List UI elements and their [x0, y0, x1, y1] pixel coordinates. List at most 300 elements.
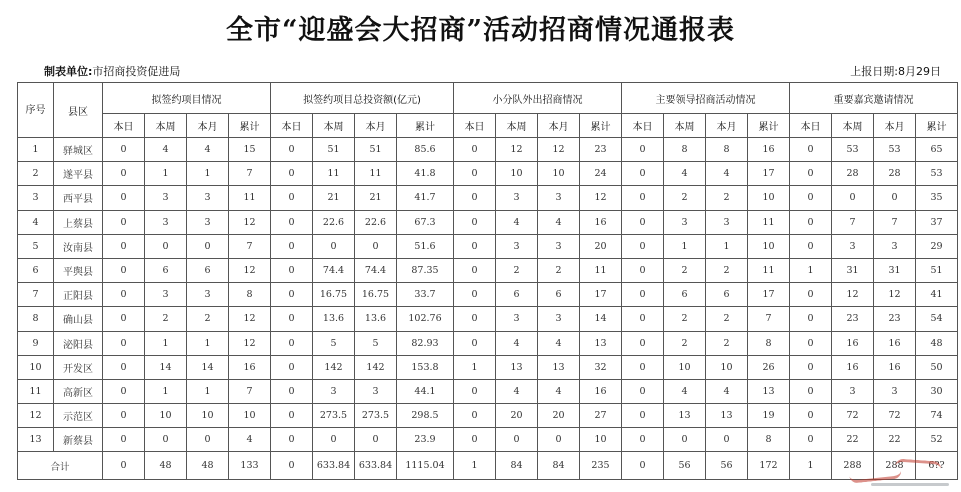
table-cell: 41.7 — [397, 186, 454, 210]
table-cell: 3 — [145, 283, 187, 307]
row-seq: 9 — [18, 331, 54, 355]
table-cell: 0 — [454, 234, 496, 258]
table-cell: 8 — [748, 428, 790, 452]
total-cell: 84 — [538, 452, 580, 480]
table-cell: 4 — [538, 331, 580, 355]
table-cell: 51 — [916, 258, 958, 282]
table-cell: 19 — [748, 404, 790, 428]
table-cell: 13 — [538, 355, 580, 379]
table-cell: 51.6 — [397, 234, 454, 258]
table-cell: 16.75 — [355, 283, 397, 307]
total-cell: 0 — [103, 452, 145, 480]
table-cell: 0 — [271, 234, 313, 258]
total-cell: 1 — [790, 452, 832, 480]
report-title: 全市“迎盛会大招商”活动招商情况通报表 — [225, 15, 736, 46]
table-cell: 32 — [580, 355, 622, 379]
sub-header-cell: 累计 — [397, 114, 454, 138]
table-cell: 0 — [622, 404, 664, 428]
table-cell: 10 — [706, 355, 748, 379]
row-county: 新蔡县 — [54, 428, 103, 452]
table-cell: 10 — [664, 355, 706, 379]
table-cell: 52 — [916, 428, 958, 452]
table-cell: 10 — [496, 162, 538, 186]
table-row — [18, 331, 958, 355]
table-cell: 12 — [229, 210, 271, 234]
table-cell: 3 — [187, 186, 229, 210]
table-cell: 1 — [145, 162, 187, 186]
table-cell: 23 — [580, 138, 622, 162]
row-seq: 4 — [18, 210, 54, 234]
table-cell: 4 — [706, 162, 748, 186]
table-cell: 0 — [103, 186, 145, 210]
total-cell: 133 — [229, 452, 271, 480]
table-cell: 7 — [874, 210, 916, 234]
table-cell: 17 — [748, 162, 790, 186]
table-cell: 0 — [271, 307, 313, 331]
table-cell: 0 — [622, 283, 664, 307]
table-cell: 0 — [145, 428, 187, 452]
table-cell: 26 — [748, 355, 790, 379]
table-cell: 4 — [496, 331, 538, 355]
table-cell: 3 — [355, 379, 397, 403]
table-cell: 33.7 — [397, 283, 454, 307]
table-cell: 51 — [355, 138, 397, 162]
table-cell: 16 — [748, 138, 790, 162]
table-cell: 3 — [538, 234, 580, 258]
table-cell: 11 — [748, 258, 790, 282]
sub-header-cell: 本月 — [538, 114, 580, 138]
sub-header-cell: 本日 — [622, 114, 664, 138]
table-cell: 3 — [538, 307, 580, 331]
table-cell: 54 — [916, 307, 958, 331]
table-cell: 3 — [832, 379, 874, 403]
table-cell: 13.6 — [355, 307, 397, 331]
county-header: 县区 — [54, 83, 103, 138]
table-cell: 2 — [496, 258, 538, 282]
table-cell: 20 — [538, 404, 580, 428]
row-seq: 12 — [18, 404, 54, 428]
sub-header-cell: 本日 — [454, 114, 496, 138]
table-body — [18, 138, 958, 480]
table-cell: 10 — [187, 404, 229, 428]
table-row — [18, 379, 958, 403]
table-cell: 87.35 — [397, 258, 454, 282]
row-county: 确山县 — [54, 307, 103, 331]
row-seq: 2 — [18, 162, 54, 186]
table-cell: 0 — [103, 331, 145, 355]
row-county: 西平县 — [54, 186, 103, 210]
table-cell: 12 — [874, 283, 916, 307]
table-cell: 6 — [145, 258, 187, 282]
table-cell: 28 — [874, 162, 916, 186]
sub-header-cell: 本日 — [103, 114, 145, 138]
table-cell: 0 — [874, 186, 916, 210]
table-cell: 22 — [874, 428, 916, 452]
table-cell: 4 — [496, 379, 538, 403]
table-cell: 0 — [790, 331, 832, 355]
row-seq: 13 — [18, 428, 54, 452]
total-cell: 48 — [145, 452, 187, 480]
table-cell: 0 — [271, 258, 313, 282]
table-cell: 14 — [580, 307, 622, 331]
table-cell: 1 — [790, 258, 832, 282]
row-seq: 3 — [18, 186, 54, 210]
table-cell: 6 — [187, 258, 229, 282]
table-cell: 13 — [664, 404, 706, 428]
table-cell: 0 — [271, 186, 313, 210]
table-cell: 10 — [748, 186, 790, 210]
group-header-guests: 重要嘉宾邀请情况 — [790, 83, 958, 114]
total-cell: 1 — [454, 452, 496, 480]
table-cell: 31 — [874, 258, 916, 282]
table-cell: 142 — [313, 355, 355, 379]
table-cell: 17 — [748, 283, 790, 307]
table-cell: 11 — [580, 258, 622, 282]
table-cell: 17 — [580, 283, 622, 307]
table-cell: 0 — [454, 428, 496, 452]
table-cell: 11 — [355, 162, 397, 186]
sub-header-row — [18, 114, 958, 138]
table-cell: 0 — [454, 210, 496, 234]
total-cell: 48 — [187, 452, 229, 480]
table-cell: 7 — [229, 379, 271, 403]
table-cell: 0 — [454, 331, 496, 355]
table-cell: 2 — [706, 258, 748, 282]
report-table — [17, 82, 958, 480]
table-cell: 273.5 — [313, 404, 355, 428]
table-cell: 53 — [874, 138, 916, 162]
table-cell: 0 — [103, 283, 145, 307]
table-cell: 74 — [916, 404, 958, 428]
table-cell: 6 — [706, 283, 748, 307]
table-cell: 0 — [790, 210, 832, 234]
group-header-leaders: 主要领导招商活动情况 — [622, 83, 790, 114]
table-cell: 3 — [313, 379, 355, 403]
table-cell: 0 — [271, 210, 313, 234]
sub-header-cell: 本月 — [706, 114, 748, 138]
sub-header-cell: 累计 — [916, 114, 958, 138]
table-cell: 3 — [187, 283, 229, 307]
table-cell: 0 — [454, 404, 496, 428]
table-cell: 0 — [622, 428, 664, 452]
table-cell: 0 — [622, 162, 664, 186]
table-cell: 0 — [790, 355, 832, 379]
table-cell: 8 — [748, 331, 790, 355]
table-cell: 0 — [790, 138, 832, 162]
row-seq: 6 — [18, 258, 54, 282]
table-cell: 1 — [454, 355, 496, 379]
table-cell: 8 — [706, 138, 748, 162]
org-line — [44, 63, 180, 79]
table-cell: 20 — [496, 404, 538, 428]
table-cell: 14 — [187, 355, 229, 379]
table-cell: 21 — [355, 186, 397, 210]
table-row — [18, 234, 958, 258]
table-cell: 0 — [790, 307, 832, 331]
table-cell: 13 — [580, 331, 622, 355]
table-row — [18, 404, 958, 428]
sub-header-cell: 累计 — [229, 114, 271, 138]
table-cell: 7 — [229, 162, 271, 186]
group-header-projects: 拟签约项目情况 — [103, 83, 271, 114]
table-cell: 0 — [103, 234, 145, 258]
table-cell: 23 — [874, 307, 916, 331]
sub-header-cell: 累计 — [580, 114, 622, 138]
table-cell: 0 — [454, 258, 496, 282]
table-cell: 82.93 — [397, 331, 454, 355]
table-cell: 6 — [664, 283, 706, 307]
org-value: 市招商投资促进局 — [92, 65, 181, 78]
table-cell: 0 — [790, 234, 832, 258]
table-cell: 22.6 — [313, 210, 355, 234]
table-row — [18, 355, 958, 379]
table-cell: 11 — [313, 162, 355, 186]
table-cell: 0 — [622, 210, 664, 234]
table-cell: 1 — [187, 379, 229, 403]
table-cell: 10 — [145, 404, 187, 428]
row-county: 高新区 — [54, 379, 103, 403]
table-cell: 3 — [145, 186, 187, 210]
table-cell: 4 — [706, 379, 748, 403]
table-cell: 16 — [580, 379, 622, 403]
table-cell: 12 — [538, 138, 580, 162]
table-row — [18, 138, 958, 162]
table-cell: 12 — [229, 331, 271, 355]
table-cell: 8 — [664, 138, 706, 162]
row-county: 平舆县 — [54, 258, 103, 282]
table-cell: 0 — [271, 283, 313, 307]
table-row — [18, 307, 958, 331]
table-row — [18, 210, 958, 234]
table-cell: 0 — [790, 283, 832, 307]
table-cell: 298.5 — [397, 404, 454, 428]
table-cell: 102.76 — [397, 307, 454, 331]
table-cell: 3 — [664, 210, 706, 234]
sub-header-cell: 本周 — [145, 114, 187, 138]
table-cell: 27 — [580, 404, 622, 428]
table-cell: 24 — [580, 162, 622, 186]
group-header-row — [18, 83, 958, 114]
table-cell: 0 — [622, 307, 664, 331]
table-row — [18, 428, 958, 452]
table-cell: 51 — [313, 138, 355, 162]
table-cell: 0 — [271, 404, 313, 428]
table-cell: 273.5 — [355, 404, 397, 428]
table-cell: 23.9 — [397, 428, 454, 452]
table-cell: 0 — [187, 234, 229, 258]
table-cell: 0 — [103, 428, 145, 452]
table-cell: 1 — [145, 331, 187, 355]
row-county: 遂平县 — [54, 162, 103, 186]
table-cell: 20 — [580, 234, 622, 258]
row-seq: 8 — [18, 307, 54, 331]
total-cell: 633.84 — [313, 452, 355, 480]
table-cell: 2 — [706, 331, 748, 355]
sub-header-cell: 累计 — [748, 114, 790, 138]
table-cell: 74.4 — [355, 258, 397, 282]
table-row — [18, 258, 958, 282]
table-cell: 0 — [103, 404, 145, 428]
group-header-teams: 小分队外出招商情况 — [454, 83, 622, 114]
table-row — [18, 162, 958, 186]
table-cell: 11 — [229, 186, 271, 210]
table-cell: 2 — [706, 307, 748, 331]
table-cell: 0 — [271, 428, 313, 452]
table-cell: 13 — [748, 379, 790, 403]
table-cell: 0 — [313, 234, 355, 258]
org-label: 制表单位: — [44, 65, 93, 78]
table-cell: 0 — [622, 355, 664, 379]
table-cell: 4 — [187, 138, 229, 162]
sub-header-cell: 本日 — [271, 114, 313, 138]
table-cell: 44.1 — [397, 379, 454, 403]
table-cell: 0 — [271, 379, 313, 403]
total-cell: 0 — [271, 452, 313, 480]
table-cell: 1 — [145, 379, 187, 403]
table-cell: 2 — [664, 307, 706, 331]
table-cell: 4 — [145, 138, 187, 162]
table-cell: 4 — [538, 379, 580, 403]
table-cell: 30 — [916, 379, 958, 403]
total-cell: 633.84 — [355, 452, 397, 480]
table-cell: 2 — [145, 307, 187, 331]
report-date: 上报日期:8月29日 — [850, 65, 941, 78]
sub-header-cell: 本周 — [664, 114, 706, 138]
row-county: 汝南县 — [54, 234, 103, 258]
table-cell: 6 — [496, 283, 538, 307]
table-cell: 15 — [229, 138, 271, 162]
table-cell: 16 — [832, 331, 874, 355]
table-cell: 153.8 — [397, 355, 454, 379]
table-cell: 0 — [454, 162, 496, 186]
row-county: 开发区 — [54, 355, 103, 379]
table-cell: 10 — [580, 428, 622, 452]
table-cell: 10 — [748, 234, 790, 258]
table-cell: 0 — [145, 234, 187, 258]
table-cell: 2 — [538, 258, 580, 282]
table-cell: 72 — [874, 404, 916, 428]
table-cell: 0 — [454, 379, 496, 403]
table-cell: 5 — [355, 331, 397, 355]
table-cell: 0 — [496, 428, 538, 452]
table-cell: 0 — [622, 331, 664, 355]
table-cell: 67.3 — [397, 210, 454, 234]
table-cell: 1 — [187, 162, 229, 186]
table-cell: 13 — [706, 404, 748, 428]
table-cell: 28 — [832, 162, 874, 186]
row-county: 驿城区 — [54, 138, 103, 162]
table-cell: 0 — [790, 186, 832, 210]
row-seq: 11 — [18, 379, 54, 403]
table-cell: 0 — [538, 428, 580, 452]
table-cell: 37 — [916, 210, 958, 234]
table-cell: 4 — [538, 210, 580, 234]
table-cell: 5 — [313, 331, 355, 355]
table-cell: 0 — [103, 210, 145, 234]
table-cell: 0 — [622, 138, 664, 162]
table-cell: 1 — [664, 234, 706, 258]
table-cell: 12 — [832, 283, 874, 307]
row-county: 泌阳县 — [54, 331, 103, 355]
table-cell: 3 — [187, 210, 229, 234]
table-cell: 12 — [580, 186, 622, 210]
table-cell: 65 — [916, 138, 958, 162]
table-cell: 11 — [748, 210, 790, 234]
total-cell: 6?? — [916, 452, 958, 480]
total-cell: 288 — [832, 452, 874, 480]
total-cell: 56 — [706, 452, 748, 480]
table-row — [18, 283, 958, 307]
table-cell: 4 — [664, 162, 706, 186]
total-label: 合计 — [18, 452, 103, 480]
table-cell: 13.6 — [313, 307, 355, 331]
table-cell: 0 — [454, 186, 496, 210]
sub-header-cell: 本月 — [355, 114, 397, 138]
table-cell: 4 — [229, 428, 271, 452]
row-seq: 10 — [18, 355, 54, 379]
watermark-logo-stroke — [894, 458, 941, 480]
table-cell: 0 — [187, 428, 229, 452]
table-cell: 3 — [538, 186, 580, 210]
table-cell: 3 — [832, 234, 874, 258]
table-cell: 13 — [496, 355, 538, 379]
table-cell: 0 — [355, 234, 397, 258]
table-cell: 1 — [706, 234, 748, 258]
table-cell: 142 — [355, 355, 397, 379]
table-cell: 0 — [790, 428, 832, 452]
table-cell: 23 — [832, 307, 874, 331]
total-cell: 235 — [580, 452, 622, 480]
row-seq: 5 — [18, 234, 54, 258]
sub-header-cell: 本周 — [313, 114, 355, 138]
table-cell: 16 — [580, 210, 622, 234]
table-cell: 0 — [790, 404, 832, 428]
table-cell: 2 — [664, 186, 706, 210]
total-cell: 1115.04 — [397, 452, 454, 480]
table-cell: 3 — [145, 210, 187, 234]
table-cell: 3 — [496, 186, 538, 210]
sub-header-cell: 本月 — [187, 114, 229, 138]
total-cell: 56 — [664, 452, 706, 480]
table-cell: 74.4 — [313, 258, 355, 282]
table-cell: 0 — [313, 428, 355, 452]
row-county: 示范区 — [54, 404, 103, 428]
table-cell: 12 — [229, 307, 271, 331]
table-cell: 7 — [748, 307, 790, 331]
table-cell: 0 — [790, 162, 832, 186]
table-cell: 1 — [187, 331, 229, 355]
table-cell: 4 — [664, 379, 706, 403]
table-cell: 16 — [229, 355, 271, 379]
table-cell: 0 — [454, 283, 496, 307]
table-cell: 72 — [832, 404, 874, 428]
table-cell: 53 — [832, 138, 874, 162]
group-header-investment: 拟签约项目总投资额(亿元) — [271, 83, 454, 114]
total-cell: 0 — [622, 452, 664, 480]
table-cell: 22.6 — [355, 210, 397, 234]
table-cell: 8 — [229, 283, 271, 307]
table-cell: 0 — [103, 355, 145, 379]
table-cell: 0 — [622, 234, 664, 258]
table-cell: 7 — [229, 234, 271, 258]
table-cell: 0 — [271, 331, 313, 355]
site-watermark — [835, 458, 955, 490]
table-cell: 3 — [496, 234, 538, 258]
table-cell: 29 — [916, 234, 958, 258]
total-cell: 84 — [496, 452, 538, 480]
sub-header-cell: 本日 — [790, 114, 832, 138]
table-cell: 3 — [874, 379, 916, 403]
